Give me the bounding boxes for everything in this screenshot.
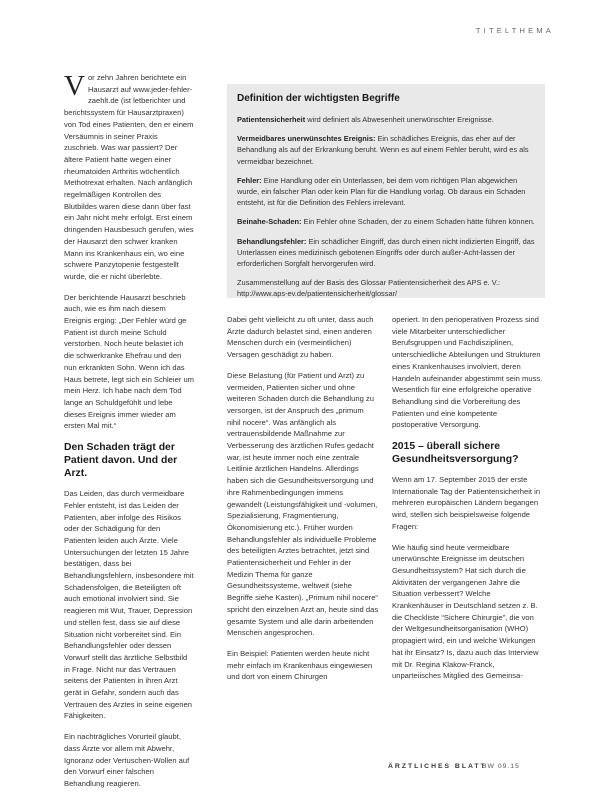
subheading-damage: Den Schaden trägt der Patient davon. Und der Arzt.	[64, 442, 178, 480]
definition-text: Ein Fehler ohne Schaden, der zu einem Schaden hätte führen können.	[301, 217, 535, 227]
definition-term: Patientensicherheit	[237, 115, 306, 124]
intro-text: or zehn Jahren berichtete ein Hausarzt auf www.jeder-fehler-zaehlt.de (ist letberichter und berichtssystem für Hausarztpraxen) von Tod eines Patienten, den er einem Versäumnis in seiner Praxis zuschrieb. Was war passiert? Der ältere Patient hatte wegen einer rheumatoiden Arthritis wöchentlich Methotrexat erhalten. Nach anfänglich regelmäßigen Kontrollen des Blutbildes waren diese dann über fast ein Jahr nicht mehr erfolgt. Erst einem dringenden Hausbesuch gerufen, wies der Hausarzt den schwer kranken Mann ins Krankenhaus ein, wo eine schwere Panzytopenie festgestellt wurde, die er nicht überlebte.	[64, 73, 194, 281]
page-footer	[0, 763, 600, 777]
box-title: Definition der wichtigsten Begriffe	[237, 93, 400, 104]
publication-name: ÄRZTLICHES BLATT	[388, 763, 487, 770]
left-column	[64, 72, 194, 799]
middle-column	[227, 314, 379, 692]
body-paragraph: operiert. In den perioperativen Prozess sind viele Mitarbeiter unterschiedlicher Berufsgruppen und Fachdisziplinen, unterschiedliche Abteilungen und Strukturen eines Krankenhauses involviert, deren Handeln aufeinander abgestimmt sein muss. Wesentlich für eine erfolgreiche operative Behandlung sind die Vorbereitung des Patienten und eine kompetente postoperative Versorgung.	[392, 315, 543, 430]
issue-page: BW 09.15	[482, 763, 520, 770]
definition-entry	[237, 175, 537, 209]
right-column	[392, 314, 544, 691]
intro-paragraph	[64, 72, 194, 283]
body-paragraph: Wie häufig sind heute vermeidbare unerwünschte Ereignisse im deutschen Gesundheitssystem? Hat sich durch die Aktivitäten der vergangenen Jahre die Situation verbessert? Welche Krankenhäuser in Deutschland setzen z. B. die Checkliste “Sichere Chirurgie”, die von der Weltgesundheitsorganisation (WHO) propagiert wird, ein und welche Wirkungen hat ihr Einsatz? Is, dazu auch das Interview mit Dr. Regina Klakow-Franck, unparteiisches Mitglied des Gemeinsa-	[392, 542, 539, 681]
body-paragraph: Ein Beispiel: Patienten werden heute nicht mehr einfach im Krankenhaus eingewiesen und dort von einem Chirurgen	[227, 648, 373, 682]
definition-term: Fehler:	[237, 175, 262, 185]
definition-text: Eine Handlung oder ein Unterlassen, bei dem vom richtigen Plan abgewichen wurde, ein falscher Plan oder kein Plan für die Handlung vorlag. Ob daraus ein Schaden entsteht, ist für die Definition des Fehlers irrelevant.	[237, 175, 526, 208]
box-body	[237, 114, 537, 308]
definition-term: Vermeidbares unerwünschtes Ereignis:	[237, 134, 376, 144]
body-paragraph: Wenn am 17. September 2015 der erste Internationale Tag der Patientensicherheit in mehreren europäischen Ländern begangen wird, stellen sich beispielsweise folgende Fragen:	[392, 475, 541, 531]
body-paragraph: Ein nachträgliches Vorurteil glaubt, dass Ärzte vor allem mit Abwehr, Ignoranz oder Vertuschen-Wollen auf den Vorwurf einer falschen Behandlung reagieren.	[64, 732, 190, 788]
definition-text: Ein schädlicher Eingriff, das durch einen nicht indizierten Eingriff, das Unterlassen eines medizinisch gebotenen Eingriffs oder durch außer-Acht-lassen der erforderlichen Sorgfalt hervorgerufen wird.	[237, 236, 535, 269]
section-header: TITELTHEMA	[475, 26, 554, 35]
subheading-2015: 2015 – überall sichere Gesundheitsversorgung?	[392, 441, 519, 466]
source-note	[237, 277, 537, 299]
definition-entry	[237, 236, 537, 270]
definition-entry	[237, 216, 537, 227]
drop-cap: V	[64, 70, 85, 102]
definition-term: Beinahe-Schaden:	[237, 217, 302, 227]
definition-entry	[237, 133, 537, 167]
definition-term: Behandlungsfehler:	[237, 236, 307, 246]
body-paragraph: Dabei geht vielleicht zu oft unter, dass auch Ärzte dadurch belastet sind, einen anderen Menschen durch ein (vermeintlichen) Versagen geschädigt zu haben.	[227, 315, 374, 360]
definition-text: Ein schädliches Ereignis, das eher auf der Behandlung als auf der Erkrankung beruht. Wenn es auf einem Fehler beruht, wird es als vermeidbar bezeichnet.	[237, 134, 529, 166]
body-paragraph: Das Leiden, das durch vermeidbare Fehler entsteht, ist das Leiden der Patienten, aber infolge des Risikos oder der Schädigung für den Patienten leiden auch Ärzte. Viele Untersuchungen der letzten 15 Jahre bestätigen, dass bei Behandlungsfehlern, insbesondere mit Schadensfolgen, die Beteiligten oft auch emotional involviert sind. Sie reagieren mit Wut, Trauer, Depression und stellen fest, dass sie auf diese Situation nicht vorbereitet sind. Ein Behandlungsfehler oder dessen Vorwurf stellt das ärztliche Selbstbild in Frage. Nicht nur das Vertrauen seitens der Patienten in ihren Arzt gerät in Gefahr, sondern auch das Vertrauen des Arztes in seine eigenen Fähigkeiten.	[64, 489, 194, 721]
definition-entry	[237, 114, 537, 125]
quote-paragraph: Der berichtende Hausarzt beschrieb auch, wie es ihm nach diesem Ereignis erging: „Der Fehler würd ge Patient ist durch meine Schuld verstorben. Noch heute belastet ich die schwerkranke Ehefrau und den nun erkrankten Sohn. Wenn ich das Haus betrete, legt sich ein Schleier um mein Herz. Ich habe nach dem Tod lange an Schuldgefühlt und lebe dieses Ereignis immer wieder am ersten Mal mit.“	[64, 292, 195, 431]
body-paragraph: Diese Belastung (für Patient und Arzt) zu vermeiden, Patienten sicher und ohne weiteren Schaden durch die Behandlung zu versorgen, ist der Anspruch des „primum nihil nocere“. Was anfänglich als vertrauensbildende Maßnahme zur Verbesserung des ärztlichen Rufes gedacht war, ist heute immer noch eine zentrale Leitlinie ärztlichen Handelns. Allerdings haben sich die Gesundheitsversorgung und ihre Rahmenbedingungen immens gewandelt (Leistungsfähigkeit und -volumen, Spezialisierung, Fragmentierung, Ökonomisierung etc.). Früher wurden Behandlungsfehler als individuelle Probleme des beteiligten Arztes betrachtet, jetzt sind Patientensicherheit und Fehler in der Medizin Thema für ganze Gesundheitssysteme, weltweit (siehe Begriffe siehe Kasten). „Primum nihil nocere“ spricht den einzelnen Arzt an, heute sind das gesamte System und alle darin arbeitenden Menschen angesprochen.	[227, 370, 379, 638]
definitions-box	[227, 84, 545, 298]
definition-text: wird definiert als Abwesenheit unerwünschter Ereignisse.	[305, 115, 494, 124]
source-text: Zusammenstellung auf der Basis des Glossar Patientensicherheit des APS e. V.: http://www.aps-ev.de/patientensicherheit/glossar/	[237, 278, 501, 299]
